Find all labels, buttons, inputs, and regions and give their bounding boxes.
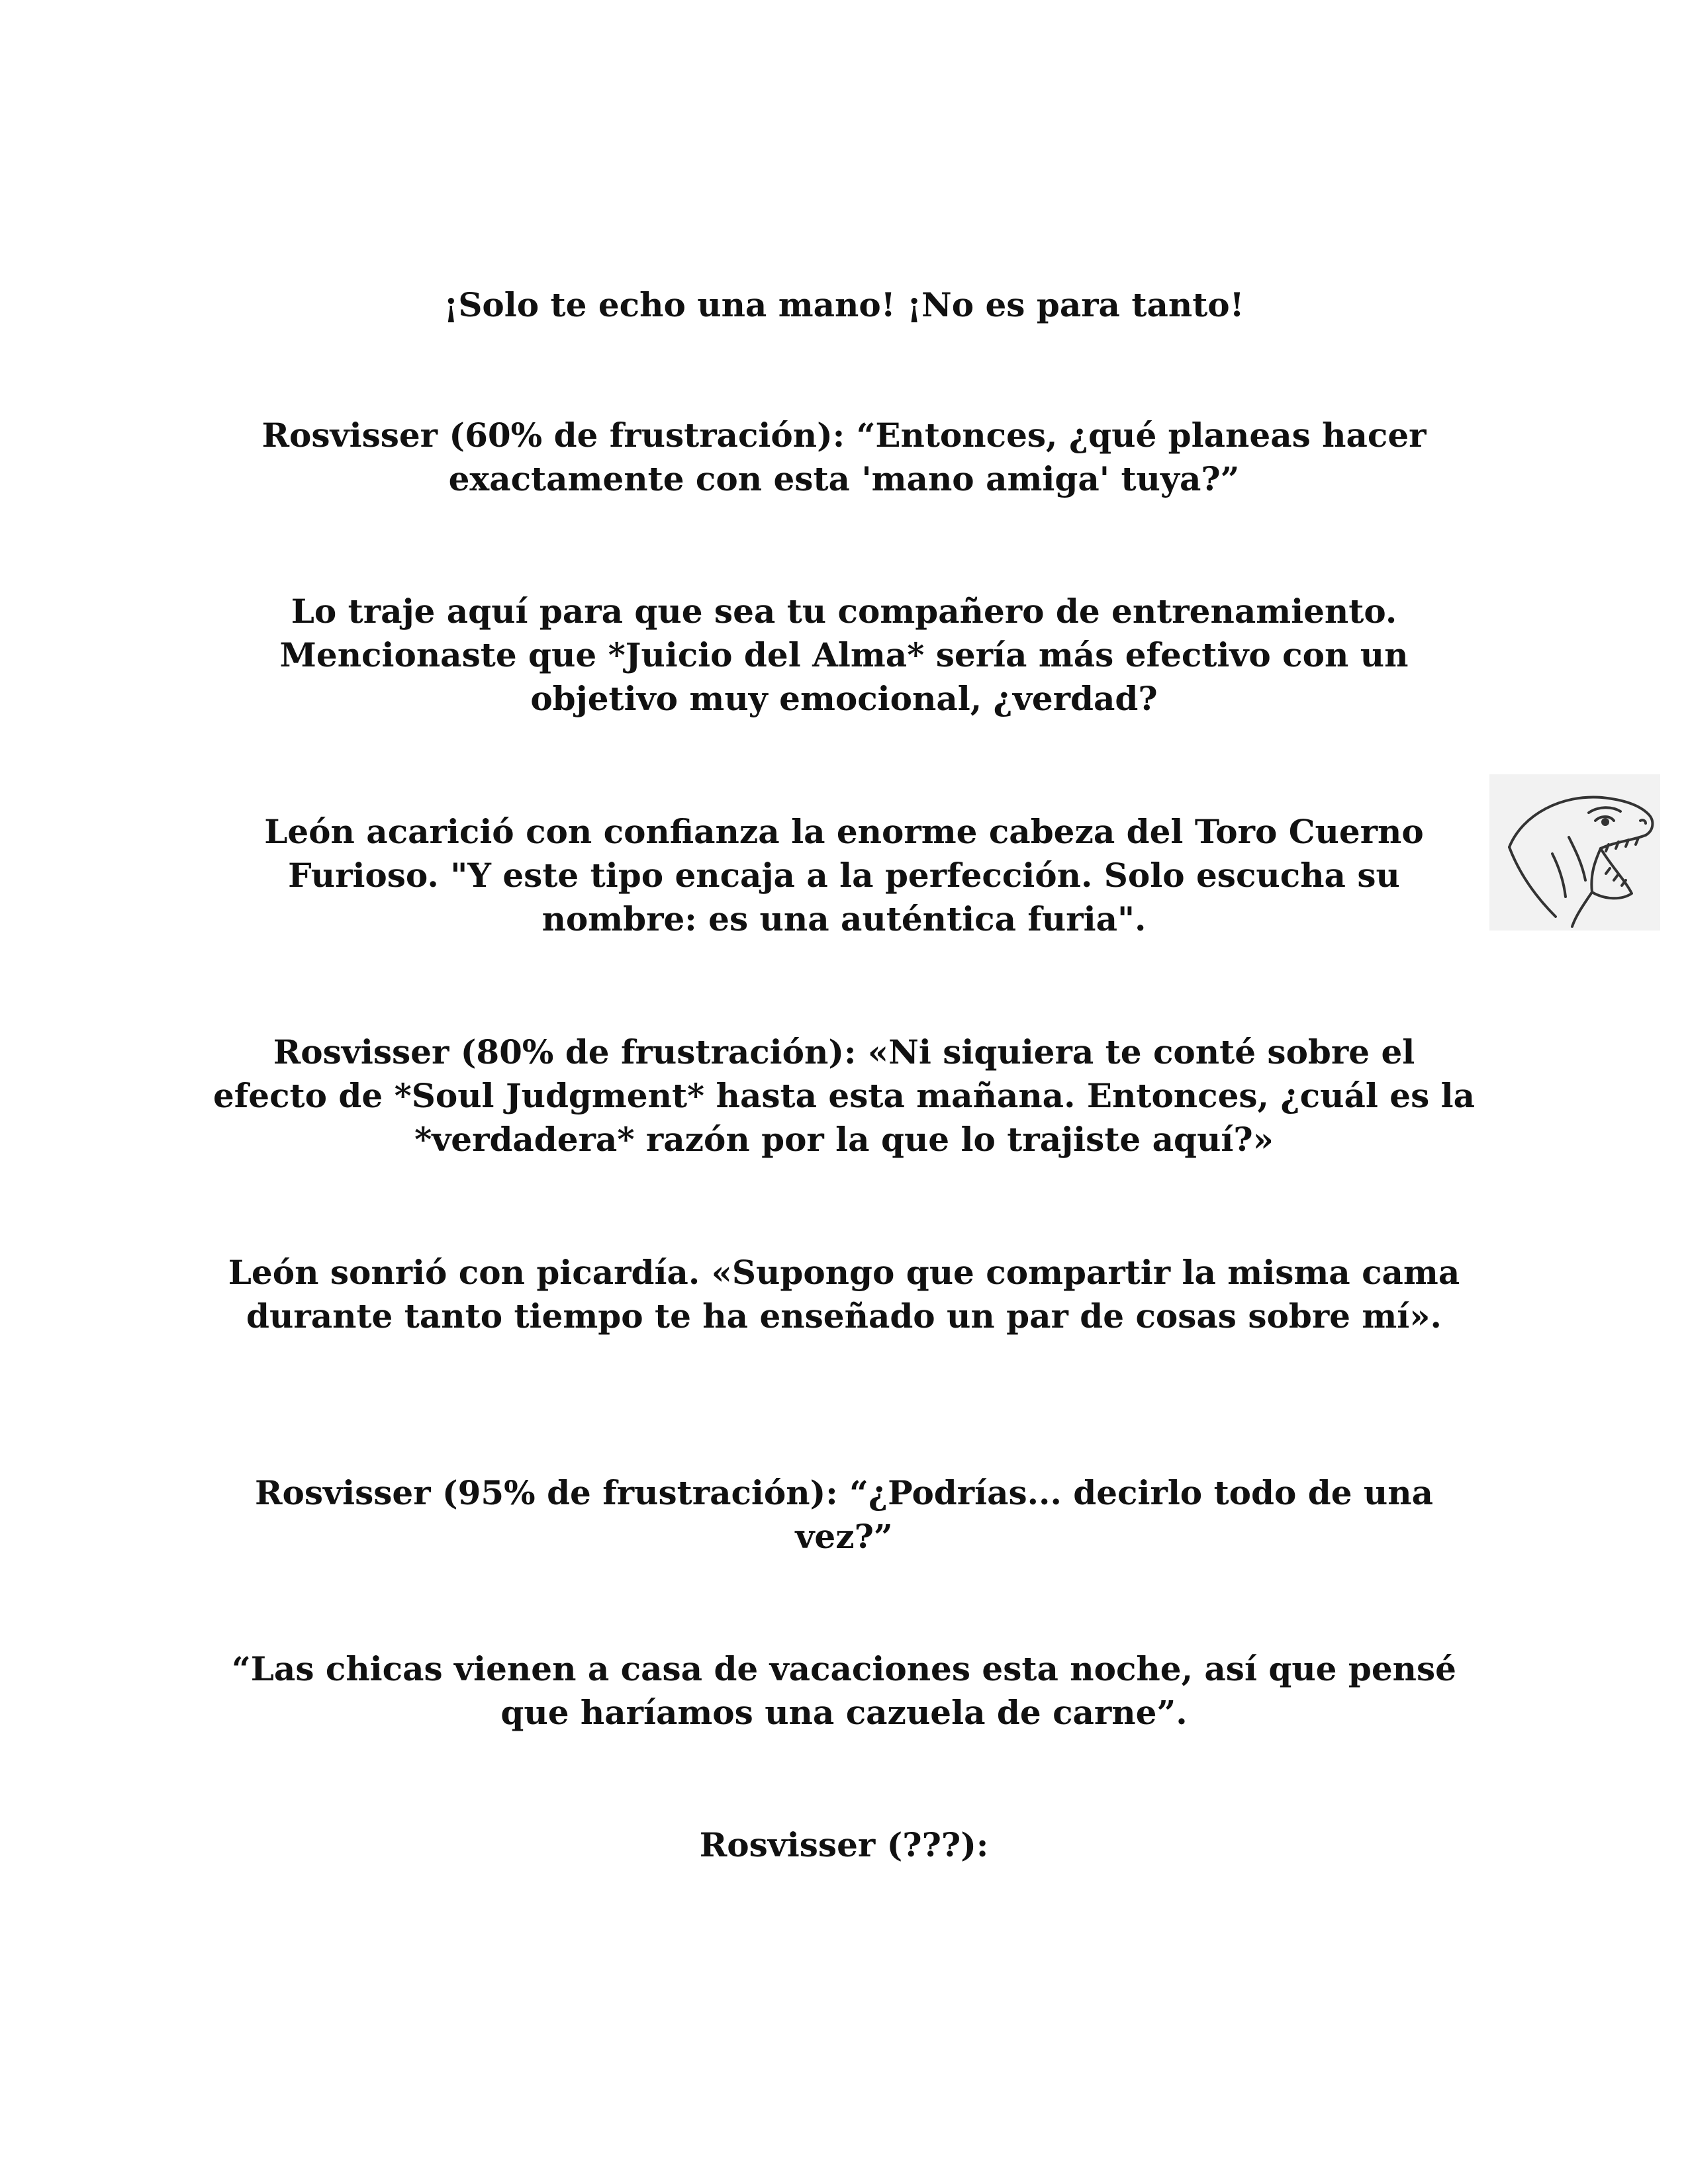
paragraph-9: Rosvisser (???):: [699, 1825, 989, 1864]
paragraph-5: Rosvisser (80% de frustración): «Ni siquiera te conté sobre el efecto de *Soul Judgment* hasta esta mañana. Entonces, ¿cuál es la *verdadera* razón por la que lo trajiste aquí?»: [212, 1032, 1476, 1159]
paragraph-3: Lo traje aquí para que sea tu compañero de entrenamiento. Mencionaste que *Juicio del Alma* sería más efectivo con un objetivo muy emocional, ¿verdad?: [279, 592, 1409, 718]
paragraph-8: “Las chicas vienen a casa de vacaciones esta noche, así que pensé que haríamos una cazuela de carne”.: [232, 1649, 1456, 1732]
dinosaur-head-sketch-icon: [1489, 774, 1660, 931]
paragraph-1: ¡Solo te echo una mano! ¡No es para tanto!: [444, 285, 1244, 324]
paragraph-2: Rosvisser (60% de frustración): “Entonces, ¿qué planeas hacer exactamente con esta 'mano amiga' tuya?”: [261, 416, 1427, 498]
paragraph-4: León acarició con confianza la enorme cabeza del Toro Cuerno Furioso. "Y este tipo encaja a la perfección. Solo escucha su nombre: es una auténtica furia".: [264, 812, 1424, 938]
paragraph-6: León sonrió con picardía. «Supongo que compartir la misma cama durante tanto tiempo te ha enseñado un par de cosas sobre mí».: [228, 1253, 1460, 1336]
paragraph-7: Rosvisser (95% de frustración): “¿Podrías... decirlo todo de una vez?”: [254, 1473, 1434, 1556]
